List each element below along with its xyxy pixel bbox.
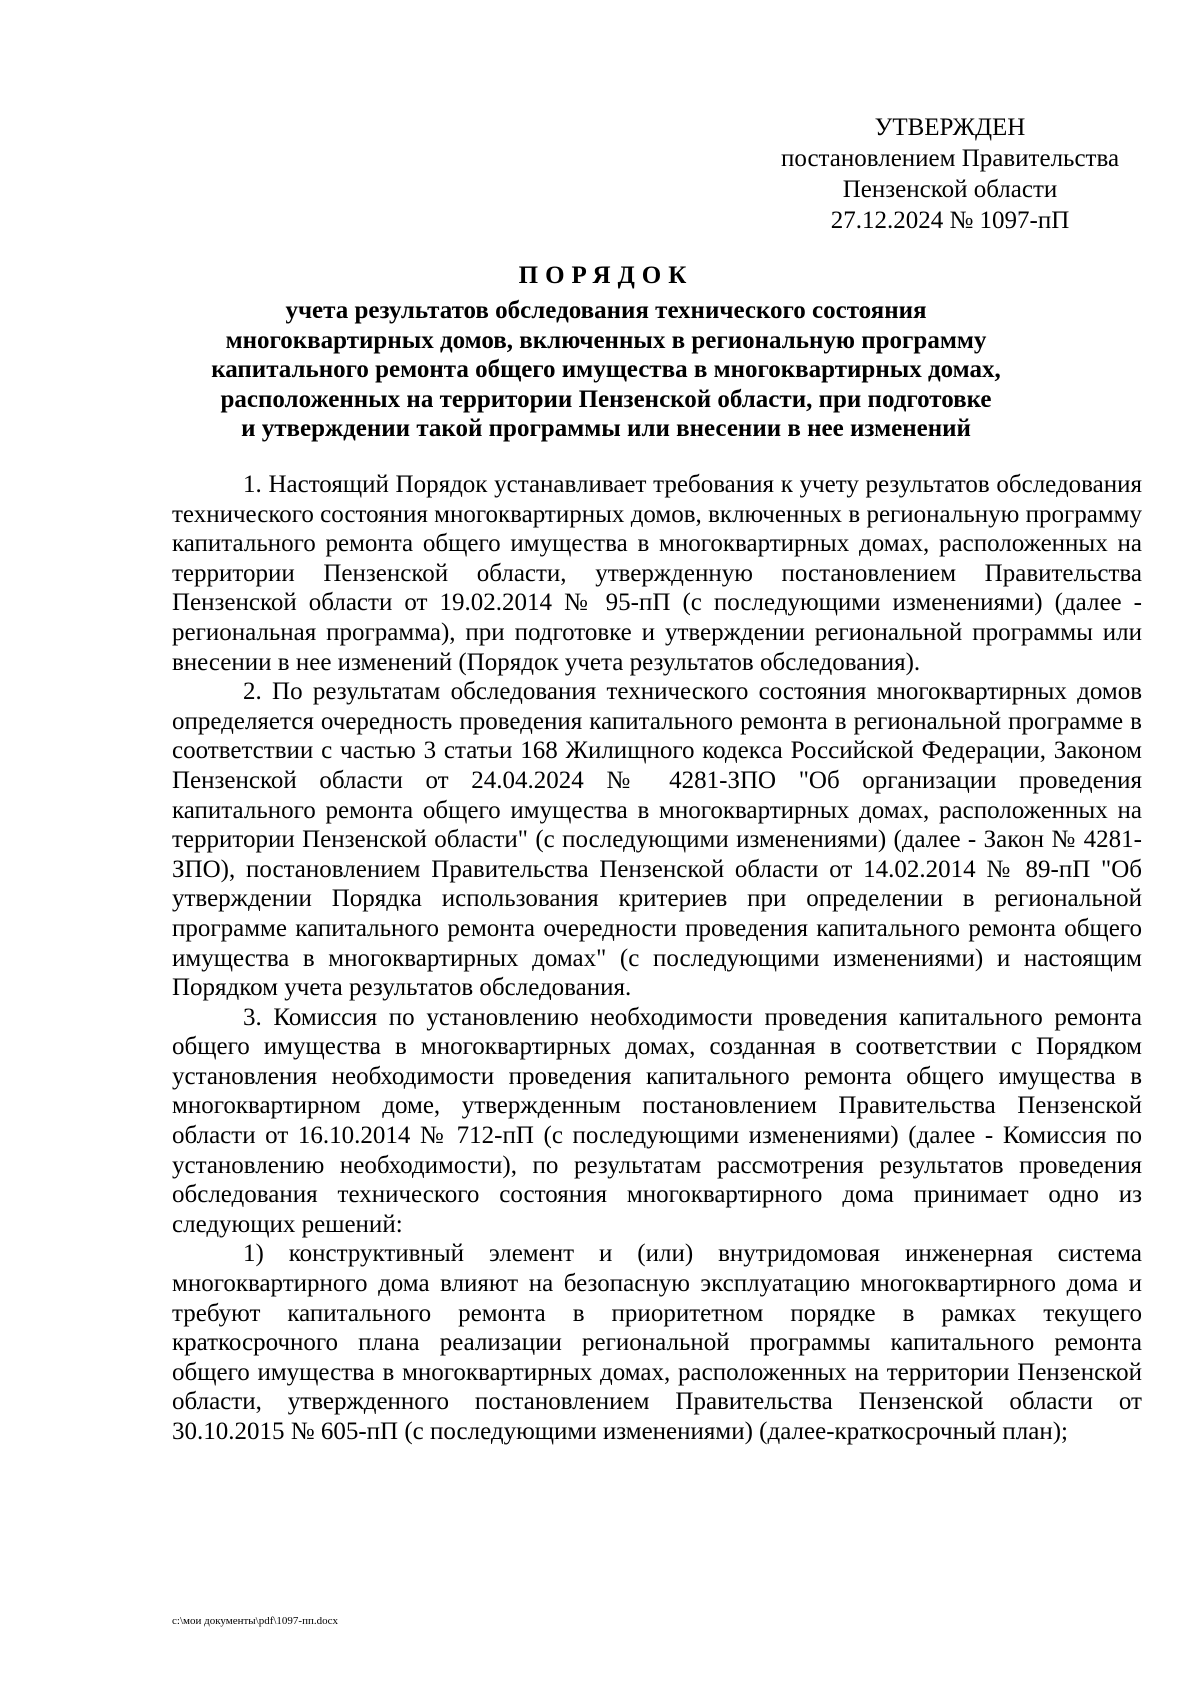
approval-resolution: постановлением Правительства	[780, 145, 1120, 172]
document-body	[172, 470, 1142, 1447]
paragraph-3: 3. Комиссия по установлению необходимости проведения капитального ремонта общего имущества в многоквартирных домах, созданная в соответствии с Порядком установления необходимости проведения капитального ремонта общего имущества в многоквартирном доме, утвержденным постановлением Правительства Пензенской области от 16.10.2014 № 712-пП (с последующими изменениями) (далее - Комиссия по установлению необходимости), по результатам рассмотрения результатов проведения обследования технического состояния многоквартирного дома принимает одно из следующих решений:	[172, 1003, 1142, 1238]
paragraph-2: 2. По результатам обследования технического состояния многоквартирных домов определяется очередность проведения капитального ремонта в региональной программе в соответствии с частью 3 статьи 168 Жилищного кодекса Российской Федерации, Законом Пензенской области от 24.04.2024 № 4281-ЗПО "Об организации проведения капитального ремонта общего имущества в многоквартирных домах, расположенных на территории Пензенской области" (с последующими изменениями) (далее - Закон № 4281-ЗПО), постановлением Правительства Пензенской области от 14.02.2014 № 89-пП "Об утверждении Порядка использования критериев при определении в региональной программе капитального ремонта очередности проведения капитального ремонта общего имущества в многоквартирных домах" (с последующими изменениями) и настоящим Порядком учета результатов обследования.	[172, 678, 1142, 1002]
subtitle-line: капитального ремонта общего имущества в многоквартирных домах,	[211, 356, 1001, 383]
approval-stamp	[740, 112, 1160, 236]
paragraph-3-item-1: 1) конструктивный элемент и (или) внутридомовая инженерная система многоквартирного дома влияют на безопасную эксплуатацию многоквартирного дома и требуют капитального ремонта в приоритетном порядке в рамках текущего краткосрочного плана реализации региональной программы капитального ремонта общего имущества в многоквартирных домах, расположенных на территории Пензенской области, утвержденного постановлением Правительства Пензенской области от 30.10.2015 № 605-пП (с последующими изменениями) (далее-краткосрочный план);	[172, 1240, 1142, 1445]
footer-file-path: c:\мои документы\pdf\1097-пп.docx	[172, 1615, 339, 1627]
subtitle-line: учета результатов обследования технического состояния	[285, 297, 927, 324]
approval-region: Пензенской области	[842, 176, 1058, 203]
subtitle-line: расположенных на территории Пензенской области, при подготовке	[220, 385, 992, 413]
paragraph-1: 1. Настоящий Порядок устанавливает требования к учету результатов обследования технического состояния многоквартирных домов, включенных в региональную программу капитального ремонта общего имущества в многоквартирных домах, расположенных на территории Пензенской области, утвержденную постановлением Правительства Пензенской области от 19.02.2014 № 95-пП (с последующими изменениями) (далее - региональная программа), при подготовке и утверждении региональной программы или внесении в нее изменений (Порядок учета результатов обследования).	[172, 471, 1142, 676]
subtitle-line: многоквартирных домов, включенных в региональную программу	[225, 326, 987, 354]
document-title: ПОРЯДОК	[518, 262, 694, 289]
approval-date-number: 27.12.2024 № 1097-пП	[830, 207, 1070, 234]
document-subtitle	[160, 296, 1052, 444]
approval-heading: УТВЕРЖДЕН	[874, 114, 1026, 141]
subtitle-line: и утверждении такой программы или внесении в нее изменений	[241, 415, 971, 442]
